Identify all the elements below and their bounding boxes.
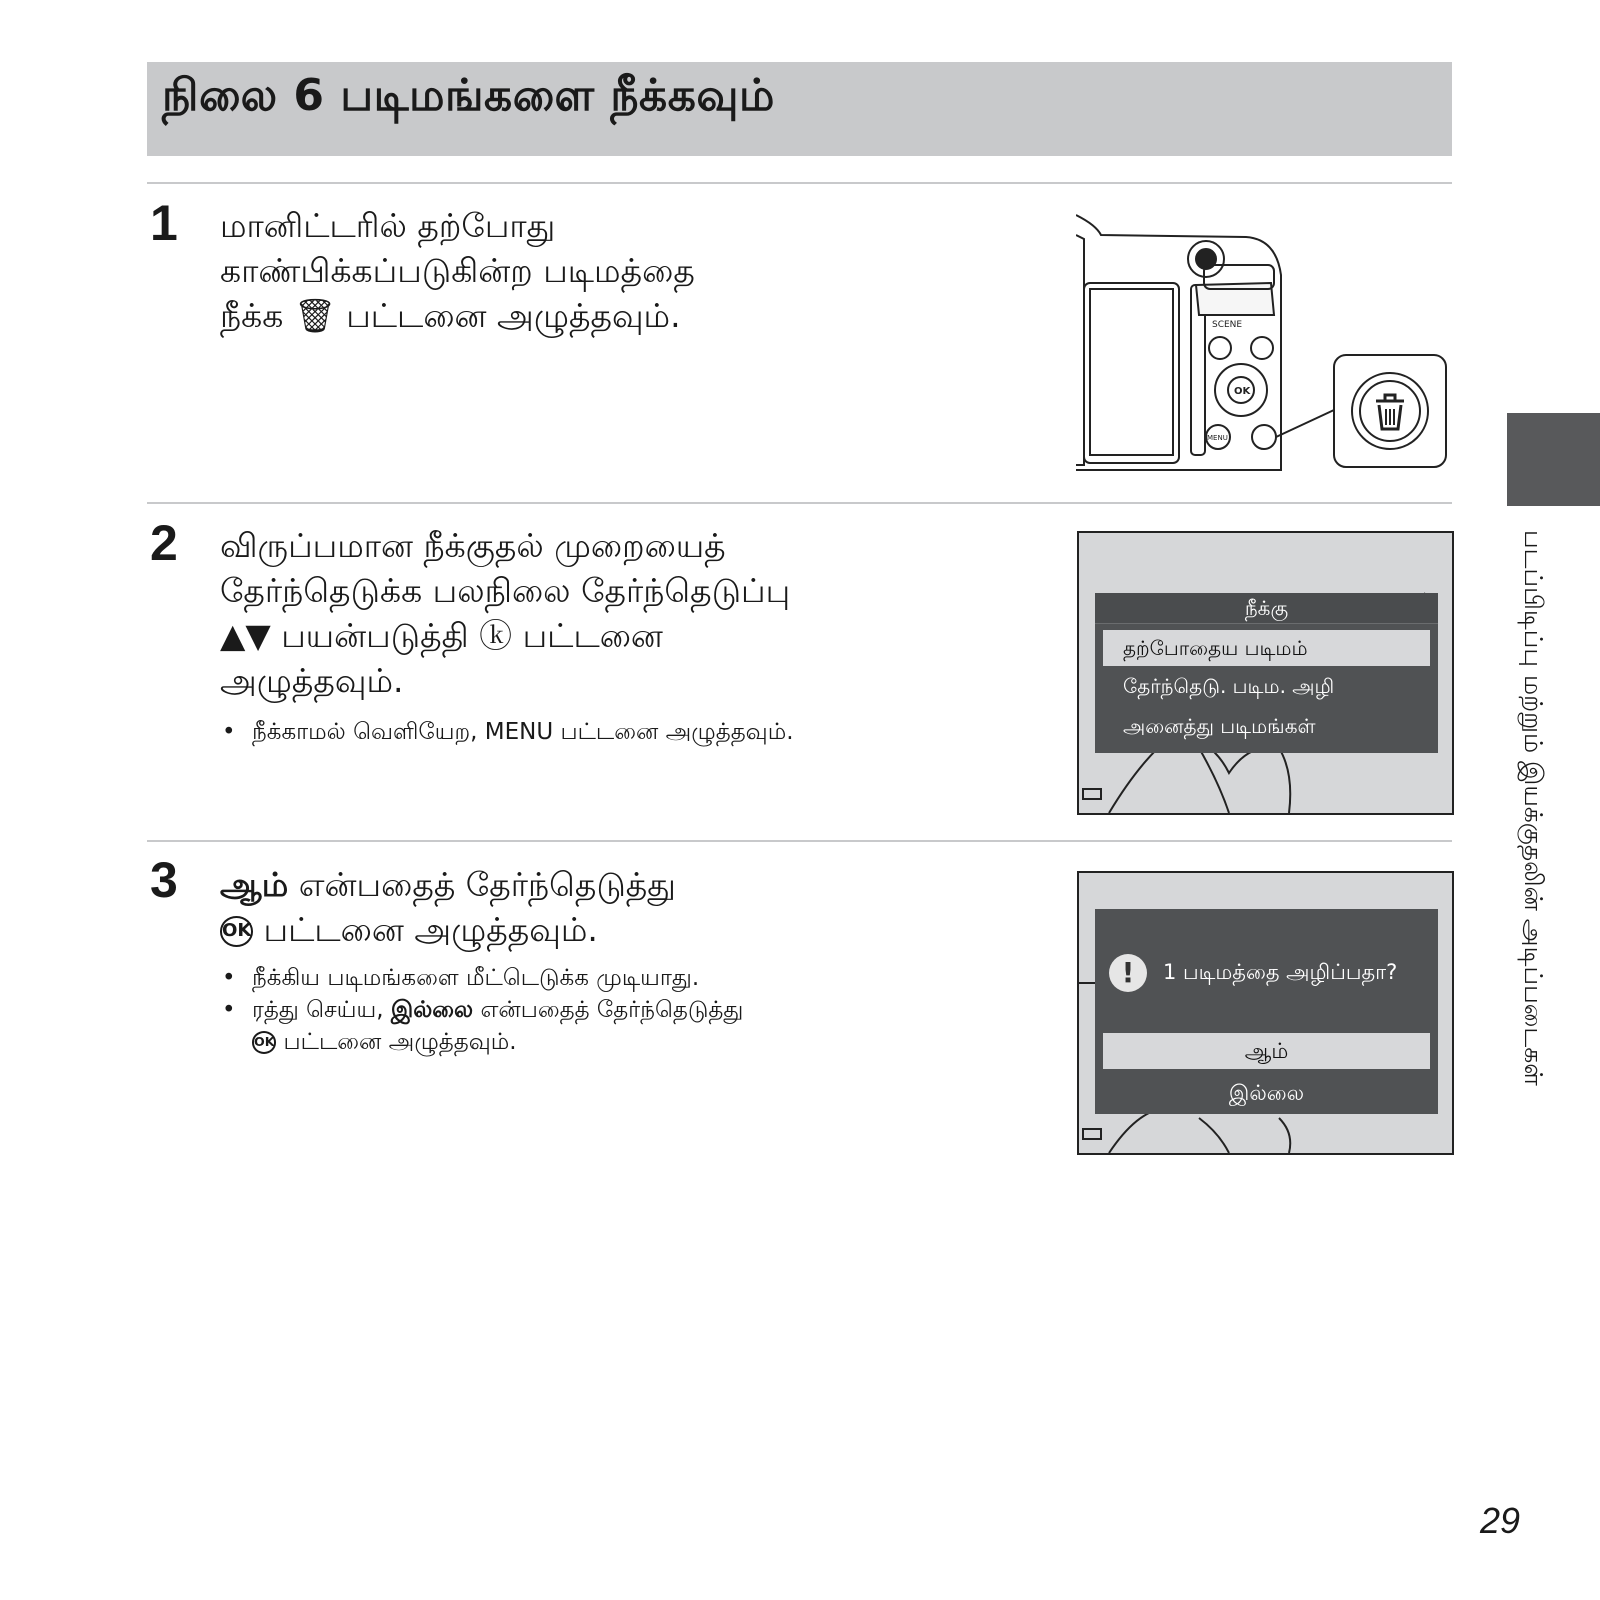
step-2-notes xyxy=(222,716,794,748)
step-3-notes xyxy=(222,962,743,1058)
divider xyxy=(147,182,1452,184)
step-number: 3 xyxy=(150,852,178,908)
step-1-text xyxy=(220,203,695,338)
yes-keyword: ஆம் xyxy=(220,865,289,904)
confirm-dialog xyxy=(1095,909,1438,1114)
step-number: 2 xyxy=(150,515,178,571)
yes-option[interactable]: ஆம் xyxy=(1103,1033,1430,1069)
delete-menu xyxy=(1095,593,1438,753)
dialog-question xyxy=(1095,947,1438,999)
note-item xyxy=(222,994,743,1058)
no-option[interactable]: இல்லை xyxy=(1228,1081,1305,1105)
step-2-text xyxy=(220,523,790,703)
warning-icon: ! xyxy=(1109,954,1147,992)
ok-label: OK xyxy=(1234,386,1251,397)
step-line: தேர்ந்தெடுக்க பலநிலை தேர்ந்தெடுப்பு xyxy=(220,571,791,610)
step-line: நீக்க 🗑 பட்டனை அழுத்தவும். xyxy=(220,296,681,335)
note-item: • நீக்காமல் வெளியேற, MENU பட்டனை அழுத்தவும். xyxy=(222,716,794,748)
step-line: விருப்பமான நீக்குதல் முறையைத் xyxy=(220,526,726,565)
step-line: மானிட்டரில் தற்போது xyxy=(220,206,556,245)
camera-screen-delete-menu xyxy=(1077,531,1454,815)
step-3-text xyxy=(220,862,676,952)
scene-label: SCENE xyxy=(1212,320,1243,330)
camera-back-illustration xyxy=(1076,205,1456,475)
page-number: 29 xyxy=(1480,1500,1521,1541)
menu-item-all-images[interactable]: அனைத்து படிமங்கள் xyxy=(1123,714,1316,738)
step-line: ▲▼ பயன்படுத்தி ⓚ பட்டனை xyxy=(220,616,663,655)
note-text: ரத்து செய்ய, xyxy=(252,997,391,1023)
menu-title: நீக்கு xyxy=(1095,593,1438,624)
note-text: என்பதைத் தேர்ந்தெடுத்து xyxy=(473,997,744,1023)
ok-button-icon: OK xyxy=(220,916,253,946)
menu-label: MENU xyxy=(1207,434,1228,442)
chapter-tab xyxy=(1507,413,1600,506)
divider xyxy=(147,840,1452,842)
question-text: 1 படிமத்தை அழிப்பதா? xyxy=(1163,959,1398,984)
camera-screen-confirm-dialog xyxy=(1077,871,1454,1155)
menu-item-erase-selected[interactable]: தேர்ந்தெடு. படிம. அழி xyxy=(1123,674,1335,698)
step-number: 1 xyxy=(150,195,178,251)
step-line: காண்பிக்கப்படுகின்ற படிமத்தை xyxy=(220,251,695,290)
page-title: நிலை 6 படிமங்களை நீக்கவும் xyxy=(162,70,775,121)
step-line: என்பதைத் தேர்ந்தெடுத்து xyxy=(288,865,676,904)
chapter-label: படப்பிடிப்பு மற்றும் இயக்குதலின் அடிப்படைகள் xyxy=(1519,530,1548,1086)
trash-icon xyxy=(1376,395,1404,429)
ok-button-icon: OK xyxy=(252,1031,276,1053)
step-line: அழுத்தவும். xyxy=(220,661,404,700)
menu-item-current-image[interactable]: தற்போதைய படிமம் xyxy=(1103,630,1430,666)
divider xyxy=(147,502,1452,504)
note-text: பட்டனை அழுத்தவும். xyxy=(283,1029,517,1055)
note-item: • நீக்கிய படிமங்களை மீட்டெடுக்க முடியாது. xyxy=(222,962,743,994)
step-line: பட்டனை அழுத்தவும். xyxy=(263,910,598,949)
no-keyword: இல்லை xyxy=(390,997,474,1023)
